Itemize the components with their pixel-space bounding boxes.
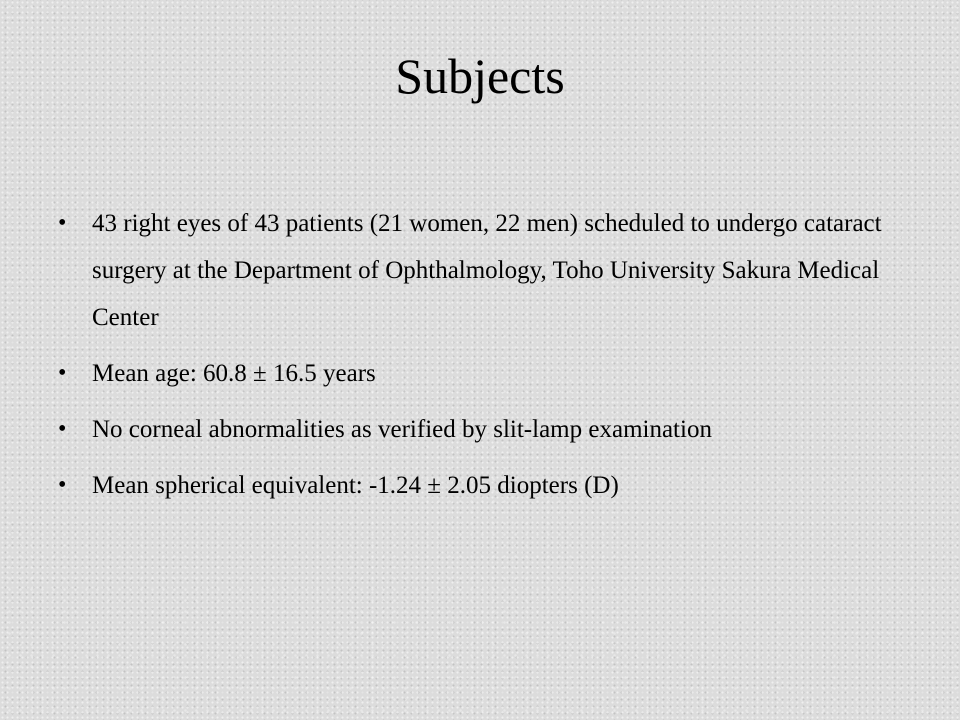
list-item xyxy=(58,406,898,453)
bullet-text: Mean age: 60.8 ± 16.5 years xyxy=(92,360,376,387)
list-item xyxy=(58,350,898,397)
bullet-text: 43 right eyes of 43 patients (21 women, 22 men) scheduled to undergo cataract surgery at the Department of Ophthalmology, Toho University Sakura Medical Center xyxy=(92,210,882,331)
bullet-icon: • xyxy=(58,416,67,442)
bullet-text: No corneal abnormalities as verified by slit-lamp examination xyxy=(92,416,712,443)
bullet-icon: • xyxy=(58,210,67,236)
list-item xyxy=(58,462,898,509)
bullet-list xyxy=(58,200,898,518)
list-item xyxy=(58,200,898,341)
bullet-icon: • xyxy=(58,472,67,498)
slide-title: Subjects xyxy=(395,48,565,104)
bullet-icon: • xyxy=(58,360,67,386)
bullet-text: Mean spherical equivalent: -1.24 ± 2.05 diopters (D) xyxy=(92,472,619,499)
